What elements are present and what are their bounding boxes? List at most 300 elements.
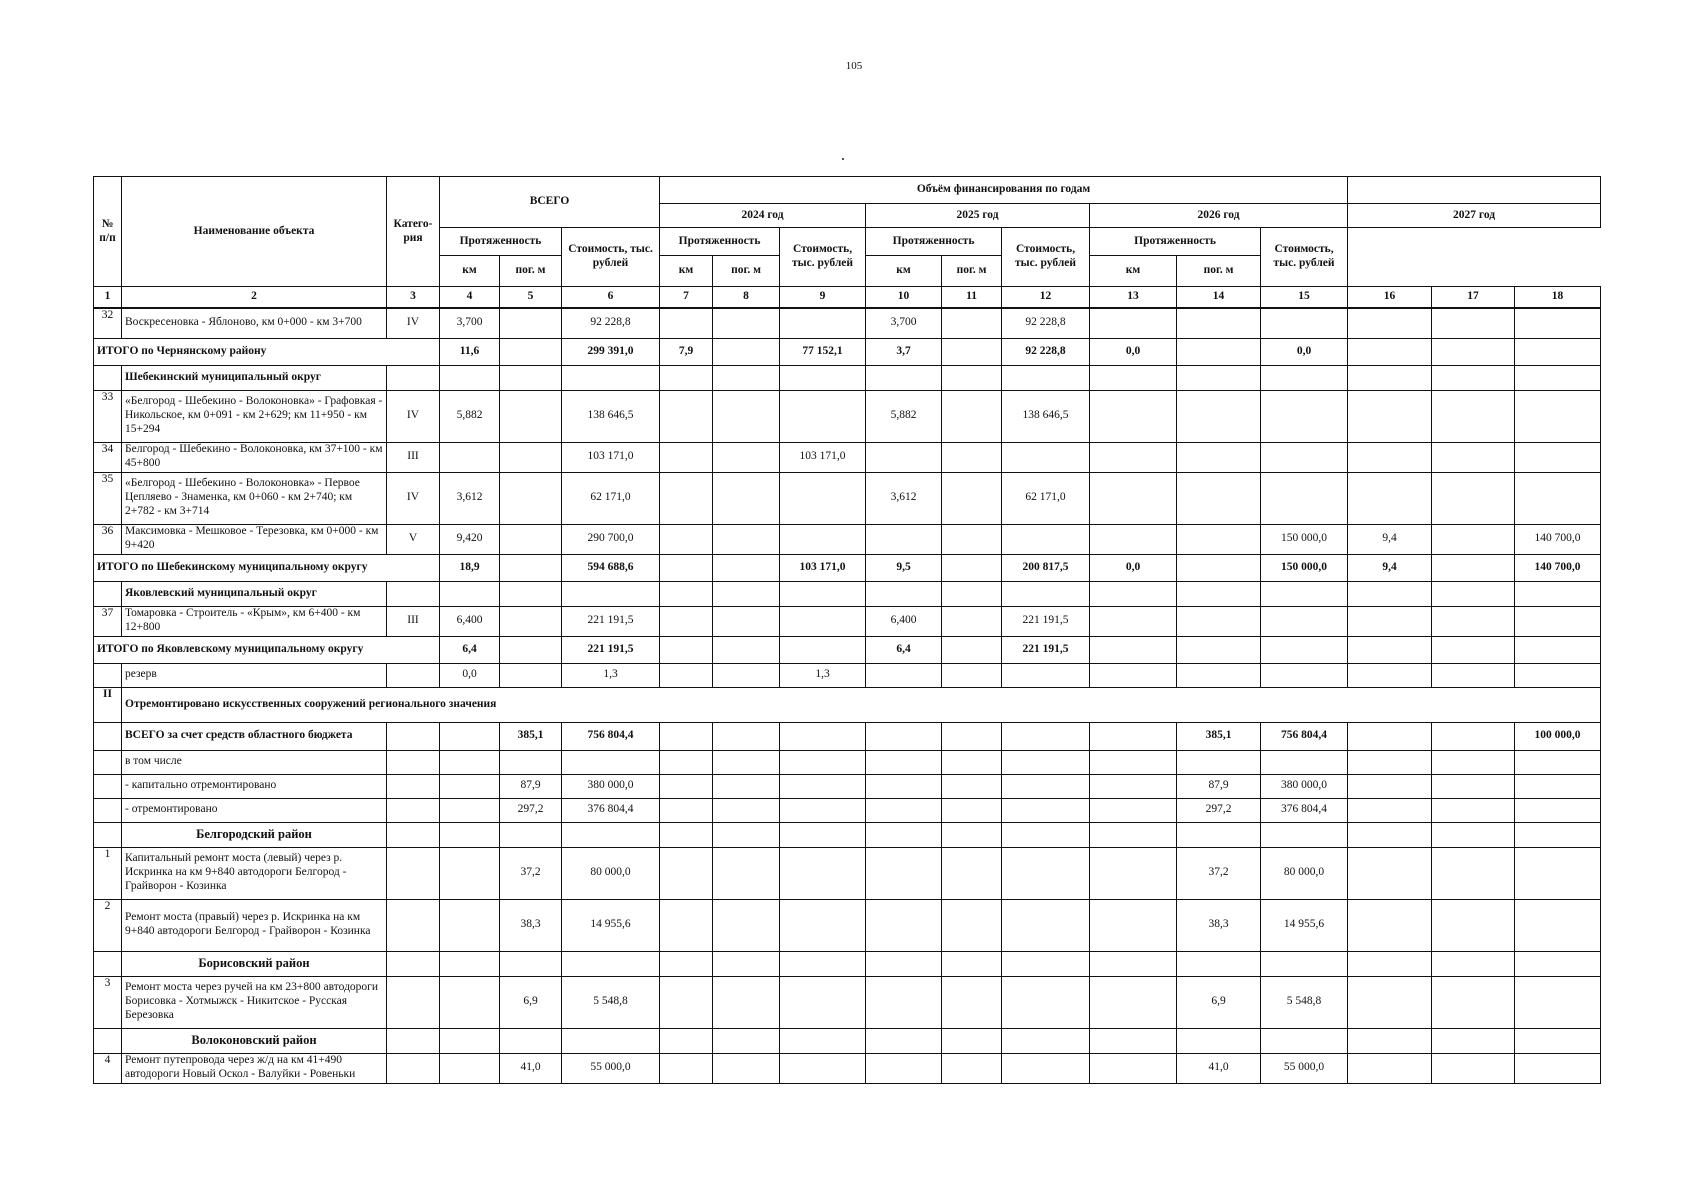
cell-value [660, 308, 713, 338]
cell-value [942, 442, 1002, 472]
cell-value: 138 646,5 [1002, 390, 1090, 442]
table-row [94, 722, 1601, 750]
cell-value [866, 774, 942, 798]
cell-value [1432, 606, 1515, 636]
cell-empty [1090, 822, 1177, 847]
cell-value: 376 804,4 [562, 798, 660, 822]
cell-value: 140 700,0 [1515, 554, 1601, 581]
cell-value [866, 524, 942, 554]
cell-value [1515, 798, 1601, 822]
cell-category [387, 722, 440, 750]
cell-value [713, 606, 780, 636]
table-row [94, 822, 1601, 847]
cell-value [660, 472, 713, 524]
cell-value [1002, 750, 1090, 774]
cell-empty [1515, 951, 1601, 976]
cell-name: Максимовка - Мешковое - Терезовка, км 0+000 - км 9+420 [122, 524, 387, 554]
cell-empty [1261, 1028, 1348, 1053]
cell-empty [1261, 365, 1348, 390]
cell-category [387, 798, 440, 822]
cell-empty [1348, 822, 1432, 847]
cell-empty [440, 822, 500, 847]
cell-value [942, 976, 1002, 1028]
cell-value: 3,700 [440, 308, 500, 338]
cell-value [500, 636, 562, 663]
header-name: Наименование объекта [122, 177, 387, 287]
cell-category [387, 847, 440, 899]
cell-no: 35 [94, 472, 122, 524]
cell-value [1002, 442, 1090, 472]
cell-value [1090, 636, 1177, 663]
cell-no [94, 365, 122, 390]
table-header [94, 177, 1601, 309]
cell-empty [1090, 365, 1177, 390]
cell-value [1002, 774, 1090, 798]
cell-empty [780, 581, 866, 606]
column-number: 6 [562, 287, 660, 309]
header-pog-m: пог. м [1177, 256, 1261, 287]
cell-value: 14 955,6 [1261, 899, 1348, 951]
cell-empty [1432, 1028, 1515, 1053]
cell-value [440, 750, 500, 774]
cell-value [713, 390, 780, 442]
header-length: Протяженность [1090, 228, 1261, 256]
cell-value [1348, 663, 1432, 687]
cell-empty [1515, 365, 1601, 390]
cell-value [1261, 390, 1348, 442]
cell-value: 87,9 [500, 774, 562, 798]
table-row [94, 442, 1601, 472]
cell-value [1348, 338, 1432, 365]
cell-value: 385,1 [500, 722, 562, 750]
cell-value: 594 688,6 [562, 554, 660, 581]
cell-value [1002, 798, 1090, 822]
cell-value: 92 228,8 [1002, 308, 1090, 338]
total-label: ИТОГО по Шебекинскому муниципальному округу [94, 554, 440, 581]
cell-no [94, 1028, 122, 1053]
cell-category: V [387, 524, 440, 554]
cell-value [660, 750, 713, 774]
cell-value [440, 899, 500, 951]
header-year-2024: 2024 год [660, 204, 866, 228]
cell-name: «Белгород - Шебекино - Волоконовка» - Первое Цепляево - Знаменка, км 0+060 - км 2+740; км 2+782 - км 3+714 [122, 472, 387, 524]
cell-value [1090, 722, 1177, 750]
cell-value: 221 191,5 [1002, 606, 1090, 636]
cell-value [1348, 606, 1432, 636]
cell-value [1432, 554, 1515, 581]
cell-category: III [387, 442, 440, 472]
cell-empty [942, 581, 1002, 606]
cell-value [1090, 606, 1177, 636]
cell-no [94, 750, 122, 774]
cell-value: 150 000,0 [1261, 524, 1348, 554]
cell-empty [1261, 581, 1348, 606]
cell-value [1177, 338, 1261, 365]
table-row [94, 308, 1601, 338]
cell-value [866, 1053, 942, 1083]
header-cost: Стоимость, тыс. рублей [1261, 228, 1348, 287]
cell-value [1177, 606, 1261, 636]
cell-empty [713, 581, 780, 606]
cell-value [1261, 472, 1348, 524]
cell-no [94, 722, 122, 750]
cell-value [1090, 976, 1177, 1028]
column-number: 12 [1002, 287, 1090, 309]
column-number: 11 [942, 287, 1002, 309]
cell-no: 34 [94, 442, 122, 472]
cell-empty [1090, 951, 1177, 976]
header-pog-m: пог. м [713, 256, 780, 287]
cell-value: 6,4 [866, 636, 942, 663]
cell-value [713, 750, 780, 774]
total-label: ИТОГО по Яковлевскому муниципальному округу [94, 636, 440, 663]
district-label: Яковлевский муниципальный округ [122, 581, 387, 606]
cell-empty [562, 1028, 660, 1053]
header-km: км [866, 256, 942, 287]
cell-value [1348, 1053, 1432, 1083]
cell-value [942, 636, 1002, 663]
cell-value [1261, 663, 1348, 687]
cell-value [1432, 442, 1515, 472]
cell-empty [660, 365, 713, 390]
cell-value [1177, 636, 1261, 663]
cell-value [1090, 308, 1177, 338]
cell-no: 36 [94, 524, 122, 554]
cell-value [942, 606, 1002, 636]
cell-value [942, 663, 1002, 687]
header-cost: Стоимость, тыс. рублей [562, 228, 660, 287]
cell-value: 138 646,5 [562, 390, 660, 442]
column-number: 15 [1261, 287, 1348, 309]
cell-value [713, 774, 780, 798]
cell-value: 3,612 [866, 472, 942, 524]
district-label: Борисовский район [122, 951, 387, 976]
cell-value: 5,882 [440, 390, 500, 442]
cell-empty [713, 822, 780, 847]
cell-value: 92 228,8 [1002, 338, 1090, 365]
table-row [94, 606, 1601, 636]
cell-value: 5,882 [866, 390, 942, 442]
header-year-2026: 2026 год [1090, 204, 1348, 228]
cell-no: 32 [94, 308, 122, 338]
cell-empty [387, 951, 440, 976]
cell-empty [713, 365, 780, 390]
cell-value [660, 554, 713, 581]
cell-empty [660, 1028, 713, 1053]
cell-empty [387, 581, 440, 606]
cell-value [1515, 774, 1601, 798]
column-number: 8 [713, 287, 780, 309]
cell-value [1515, 663, 1601, 687]
cell-value: 80 000,0 [562, 847, 660, 899]
cell-value [1515, 308, 1601, 338]
cell-no [94, 663, 122, 687]
cell-empty [866, 365, 942, 390]
cell-category [387, 1053, 440, 1083]
cell-category: III [387, 606, 440, 636]
cell-value [1090, 524, 1177, 554]
cell-value [713, 308, 780, 338]
cell-value [660, 774, 713, 798]
cell-empty [562, 951, 660, 976]
cell-value [1515, 606, 1601, 636]
cell-value [1177, 308, 1261, 338]
cell-name: Томаровка - Строитель - «Крым», км 6+400 - км 12+800 [122, 606, 387, 636]
cell-value [1432, 847, 1515, 899]
cell-name: Белгород - Шебекино - Волоконовка, км 37+100 - км 45+800 [122, 442, 387, 472]
cell-no: 3 [94, 976, 122, 1028]
cell-value: 0,0 [1090, 338, 1177, 365]
cell-value [942, 847, 1002, 899]
cell-value [1090, 750, 1177, 774]
cell-empty [780, 951, 866, 976]
cell-value [942, 722, 1002, 750]
cell-empty [1002, 365, 1090, 390]
district-label: Шебекинский муниципальный округ [122, 365, 387, 390]
cell-value [1177, 442, 1261, 472]
cell-value [660, 606, 713, 636]
cell-value: 103 171,0 [780, 554, 866, 581]
cell-value: 7,9 [660, 338, 713, 365]
cell-empty [500, 365, 562, 390]
cell-value: 100 000,0 [1515, 722, 1601, 750]
cell-value [780, 899, 866, 951]
cell-value: 14 955,6 [562, 899, 660, 951]
cell-value [1002, 976, 1090, 1028]
cell-value: 297,2 [500, 798, 562, 822]
cell-empty [1348, 365, 1432, 390]
table-row [94, 847, 1601, 899]
column-number: 3 [387, 287, 440, 309]
cell-value [1515, 338, 1601, 365]
cell-value [500, 442, 562, 472]
cell-value [942, 524, 1002, 554]
cell-empty [387, 365, 440, 390]
cell-value: 0,0 [1261, 338, 1348, 365]
header-length: Протяженность [660, 228, 780, 256]
cell-empty [1177, 581, 1261, 606]
cell-no [94, 774, 122, 798]
cell-value: 103 171,0 [780, 442, 866, 472]
cell-value [780, 636, 866, 663]
cell-value [1002, 847, 1090, 899]
cell-value: 1,3 [780, 663, 866, 687]
cell-value [942, 899, 1002, 951]
cell-value [780, 774, 866, 798]
page-number: 105 [845, 60, 863, 72]
cell-empty [1177, 951, 1261, 976]
column-number: 10 [866, 287, 942, 309]
cell-value [713, 338, 780, 365]
cell-value: 290 700,0 [562, 524, 660, 554]
cell-value [440, 847, 500, 899]
cell-empty [500, 1028, 562, 1053]
cell-value: 87,9 [1177, 774, 1261, 798]
header-km: км [1090, 256, 1177, 287]
table-row [94, 338, 1601, 365]
cell-name: - капитально отремонтировано [122, 774, 387, 798]
cell-value [562, 750, 660, 774]
cell-category: IV [387, 472, 440, 524]
cell-value [1002, 1053, 1090, 1083]
cell-empty [1515, 822, 1601, 847]
cell-category [387, 899, 440, 951]
table-row [94, 798, 1601, 822]
cell-empty [562, 365, 660, 390]
column-number: 1 [94, 287, 122, 309]
cell-empty [866, 822, 942, 847]
cell-value [1515, 899, 1601, 951]
cell-value [866, 899, 942, 951]
table-row [94, 554, 1601, 581]
cell-value [660, 524, 713, 554]
cell-empty [1177, 1028, 1261, 1053]
section-title: Отремонтировано искусственных сооружений регионального значения [122, 687, 1601, 722]
cell-value [713, 663, 780, 687]
cell-empty [1432, 581, 1515, 606]
cell-value [942, 750, 1002, 774]
cell-value [500, 606, 562, 636]
cell-value [500, 750, 562, 774]
cell-value [780, 308, 866, 338]
cell-value [780, 524, 866, 554]
cell-value [660, 636, 713, 663]
cell-empty [440, 365, 500, 390]
cell-value: 80 000,0 [1261, 847, 1348, 899]
cell-category [387, 663, 440, 687]
cell-value [713, 976, 780, 1028]
cell-value [1432, 722, 1515, 750]
cell-value: 6,400 [866, 606, 942, 636]
cell-value: 221 191,5 [1002, 636, 1090, 663]
cell-empty [1002, 951, 1090, 976]
cell-value [1177, 554, 1261, 581]
cell-category: IV [387, 390, 440, 442]
cell-empty [713, 1028, 780, 1053]
cell-category [387, 750, 440, 774]
cell-value: 9,5 [866, 554, 942, 581]
header-cost: Стоимость, тыс. рублей [1002, 228, 1090, 287]
cell-value [1432, 774, 1515, 798]
cell-value [713, 1053, 780, 1083]
cell-empty [780, 365, 866, 390]
cell-value: 38,3 [1177, 899, 1261, 951]
cell-value [780, 847, 866, 899]
cell-empty [1261, 822, 1348, 847]
header-cost: Стоимость, тыс. рублей [780, 228, 866, 287]
cell-value [1090, 472, 1177, 524]
header-length: Протяженность [866, 228, 1002, 256]
cell-value [1432, 308, 1515, 338]
cell-value: 41,0 [500, 1053, 562, 1083]
cell-value [1261, 636, 1348, 663]
table-row [94, 774, 1601, 798]
cell-empty [942, 951, 1002, 976]
cell-empty [1002, 581, 1090, 606]
cell-value: 6,9 [1177, 976, 1261, 1028]
cell-value [660, 442, 713, 472]
table-row [94, 899, 1601, 951]
cell-value [1432, 524, 1515, 554]
cell-value [1432, 663, 1515, 687]
cell-value: 55 000,0 [562, 1053, 660, 1083]
cell-value: 9,420 [440, 524, 500, 554]
cell-value [713, 847, 780, 899]
cell-name: Ремонт моста (правый) через р. Искринка на км 9+840 автодороги Белгород - Грайворон - Козинка [122, 899, 387, 951]
cell-value [780, 472, 866, 524]
header-km: км [440, 256, 500, 287]
cell-value: 150 000,0 [1261, 554, 1348, 581]
cell-no: 4 [94, 1053, 122, 1083]
header-financing: Объём финансирования по годам [660, 177, 1348, 204]
cell-name: ВСЕГО за счет средств областного бюджета [122, 722, 387, 750]
section-no: II [94, 687, 122, 722]
cell-value [500, 472, 562, 524]
cell-value [1261, 442, 1348, 472]
cell-value: 385,1 [1177, 722, 1261, 750]
cell-empty [440, 951, 500, 976]
cell-empty [866, 1028, 942, 1053]
district-label: Белгородский район [122, 822, 387, 847]
column-number: 5 [500, 287, 562, 309]
cell-empty [500, 822, 562, 847]
cell-value [1432, 899, 1515, 951]
header-no: № п/п [94, 177, 122, 287]
cell-value [1432, 390, 1515, 442]
cell-value [1432, 798, 1515, 822]
cell-value [440, 774, 500, 798]
cell-value [713, 798, 780, 822]
cell-value [1177, 663, 1261, 687]
cell-value [1090, 442, 1177, 472]
cell-value [1002, 722, 1090, 750]
cell-value: 6,400 [440, 606, 500, 636]
cell-value: 92 228,8 [562, 308, 660, 338]
cell-value [440, 442, 500, 472]
table-row [94, 581, 1601, 606]
cell-value: 140 700,0 [1515, 524, 1601, 554]
column-number: 2 [122, 287, 387, 309]
cell-value: 18,9 [440, 554, 500, 581]
cell-value [500, 663, 562, 687]
cell-empty [1515, 1028, 1601, 1053]
table-row [94, 472, 1601, 524]
cell-value [942, 308, 1002, 338]
cell-value: 756 804,4 [1261, 722, 1348, 750]
cell-empty [440, 581, 500, 606]
scan-artifact [842, 158, 844, 160]
cell-category [387, 774, 440, 798]
cell-name: Капитальный ремонт моста (левый) через р. Искринка на км 9+840 автодороги Белгород - Грайворон - Козинка [122, 847, 387, 899]
cell-value [440, 976, 500, 1028]
cell-value [660, 899, 713, 951]
cell-value [1090, 774, 1177, 798]
cell-value [1432, 636, 1515, 663]
cell-value [1348, 472, 1432, 524]
cell-no [94, 581, 122, 606]
cell-value: 77 152,1 [780, 338, 866, 365]
cell-empty [562, 581, 660, 606]
header-year-2025: 2025 год [866, 204, 1090, 228]
header-pog-m: пог. м [500, 256, 562, 287]
column-number: 14 [1177, 287, 1261, 309]
cell-value [713, 554, 780, 581]
cell-empty [387, 1028, 440, 1053]
table-row [94, 687, 1601, 722]
cell-empty [1002, 822, 1090, 847]
column-number: 16 [1348, 287, 1432, 309]
cell-value: 41,0 [1177, 1053, 1261, 1083]
